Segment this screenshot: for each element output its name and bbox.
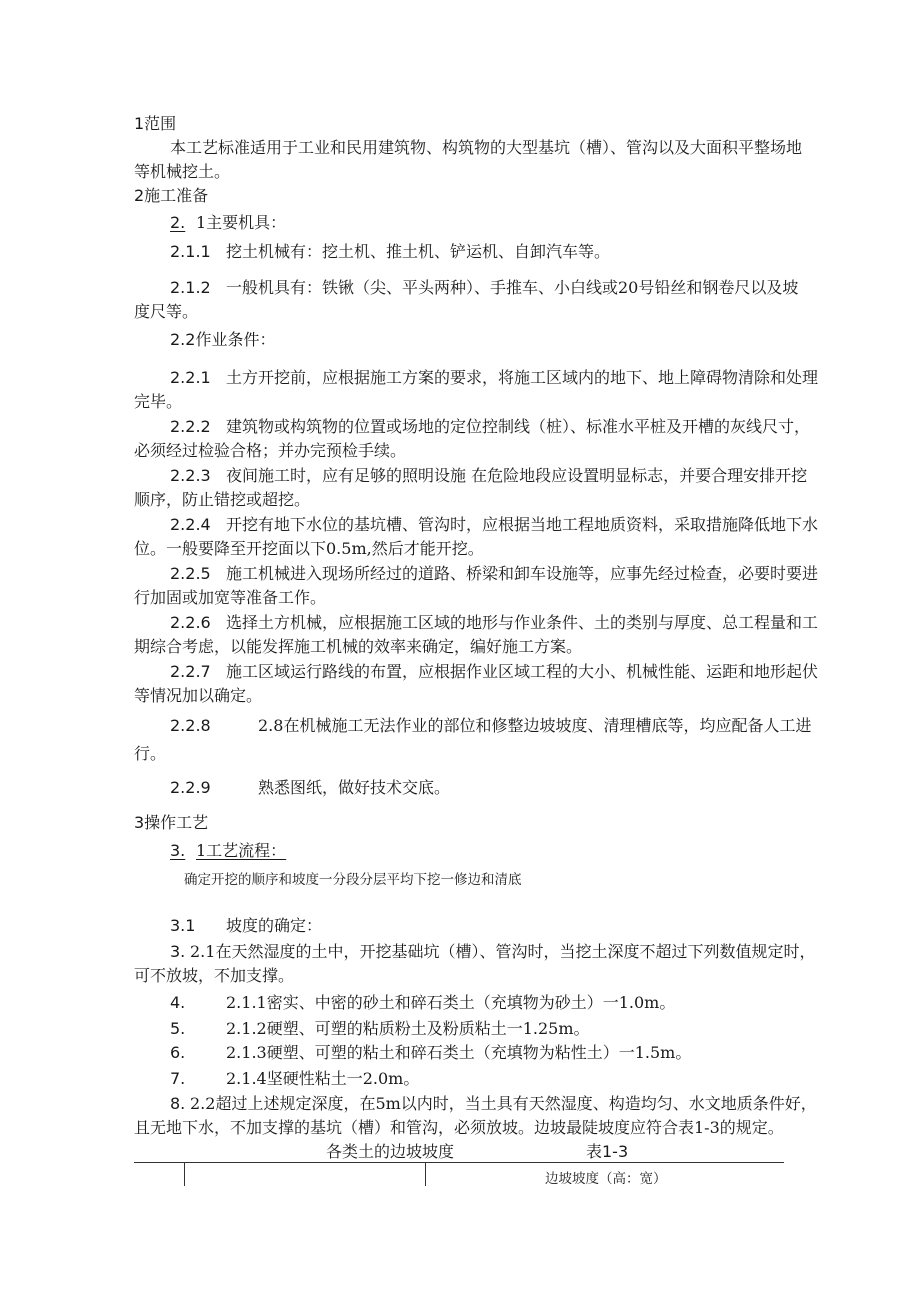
- list-item-number: 4.: [170, 993, 186, 1012]
- clause-2-2-heading: 2.2作业条件：: [170, 330, 276, 349]
- clause-2-1-number: 2.: [170, 213, 186, 232]
- section-1-body-line-2: 等机械挖土。: [134, 162, 231, 181]
- clause-number: 2.2.3: [170, 466, 211, 485]
- clause-2-2-8-line-1: 2.8在机械施工无法作业的部位和修整边坡坡度、清理槽底等，均应配备人工进: [258, 716, 812, 735]
- clause-number: 2.2.2: [170, 417, 211, 436]
- clause-line-2: 等情况加以确定。: [134, 686, 263, 705]
- clause-2-2-9-number: 2.2.9: [170, 778, 211, 797]
- section-1-heading: 1范围: [134, 114, 177, 133]
- clause-3-1-text: 1工艺流程：: [196, 841, 287, 860]
- clause-3-1-number: 3.: [170, 841, 186, 860]
- clause-2-1-2-line-2: 度尺等。: [134, 302, 199, 321]
- list-item-number: 5.: [170, 1019, 186, 1038]
- clause-number: 2.2.6: [170, 613, 211, 632]
- clause-line-2: 位。一般要降至开挖面以下0.5m,然后才能开挖。: [134, 539, 484, 558]
- list-item-text: 2.1.4坚硬性粘土一2.0m。: [226, 1069, 420, 1088]
- list-item-number: 6.: [170, 1043, 186, 1062]
- paragraph-8-number: 8.: [170, 1094, 186, 1113]
- clause-line-2: 期综合考虑，以能发挥施工机械的效率来确定，编好施工方案。: [134, 637, 583, 656]
- paragraph-3-line-1: 2.1在天然湿度的土中，开挖基础坑（槽）、管沟时，当挖土深度不超过下列数值规定时，: [190, 942, 816, 961]
- clause-2-1-text: 1主要机具：: [196, 213, 287, 232]
- clause-line-2: 顺序，防止错挖或超挖。: [134, 490, 311, 509]
- paragraph-3-line-2: 可不放坡，不加支撑。: [134, 966, 295, 985]
- clause-2-2-8-number: 2.2.8: [170, 716, 211, 735]
- clause-line-1: 建筑物或构筑物的位置或场地的定位控制线（桩）、标准水平桩及开槽的灰线尺寸，: [226, 417, 811, 436]
- clause-line-1: 开挖有地下水位的基坑槽、管沟时，应根据当地工程地质资料，采取措施降低地下水: [226, 515, 819, 534]
- list-item-text: 2.1.1密实、中密的砂土和碎石类土（充填物为砂土）一1.0m。: [226, 993, 676, 1012]
- clause-line-1: 土方开挖前，应根据施工方案的要求，将施工区域内的地下、地上障碍物清除和处理: [226, 368, 819, 387]
- clause-2-1-1-text: 挖土机械有：挖土机、推土机、铲运机、自卸汽车等。: [226, 242, 611, 261]
- clause-2-1-2-number: 2.1.2: [170, 278, 211, 297]
- section-1-body-line-1: 本工艺标准适用于工业和民用建筑物、构筑物的大型基坑（槽）、管沟以及大面积平整场地: [170, 138, 803, 157]
- paragraph-8-line-1: 2.2超过上述规定深度，在5m以内时，当土具有天然湿度、构造均匀、水文地质条件好，: [190, 1094, 817, 1113]
- clause-3-1-slope-text: 坡度的确定：: [226, 916, 323, 935]
- section-3-heading: 3操作工艺: [134, 813, 209, 832]
- list-item-text: 2.1.2硬塑、可塑的粘质粉土及粉质粘土一1.25m。: [226, 1019, 590, 1038]
- table-title: 各类土的边坡坡度: [326, 1142, 455, 1161]
- clause-number: 2.2.1: [170, 368, 211, 387]
- clause-2-2-8-line-2: 行。: [134, 744, 167, 763]
- clause-line-2: 行加固或加宽等准备工作。: [134, 588, 327, 607]
- paragraph-8-line-2: 且无地下水，不加支撑的基坑（槽）和管沟，必须放坡。边坡最陡坡度应符合表1-3的规定。: [134, 1118, 784, 1137]
- clause-line-2: 完毕。: [134, 392, 183, 411]
- table-column-divider: [425, 1163, 426, 1186]
- clause-line-1: 夜间施工时，应有足够的照明设施 在危险地段应设置明显标志，并要合理安排开挖: [226, 466, 808, 485]
- clause-number: 2.2.5: [170, 564, 211, 583]
- clause-line-1: 施工机械进入现场所经过的道路、桥梁和卸车设施等，应事先经过检查，必要时要进: [226, 564, 819, 583]
- table-column-header: 边坡坡度（高：宽）: [545, 1171, 667, 1187]
- clause-line-1: 施工区域运行路线的布置，应根据作业区域工程的大小、机械性能、运距和地形起伏: [226, 662, 819, 681]
- clause-2-1-2-line-1: 一般机具有：铁锹（尖、平头两种）、手推车、小白线或20号铅丝和钢卷尺以及坡: [226, 278, 799, 297]
- clause-3-1-slope-number: 3.1: [170, 916, 196, 935]
- section-2-heading: 2施工准备: [134, 186, 209, 205]
- list-item-number: 7.: [170, 1069, 186, 1088]
- paragraph-3-number: 3.: [170, 942, 186, 961]
- clause-line-1: 选择土方机械，应根据施工区域的地形与作业条件、土的类别与厚度、总工程量和工: [226, 613, 819, 632]
- list-item-text: 2.1.3硬塑、可塑的粘土和碎石类土（充填物为粘性土）一1.5m。: [226, 1043, 692, 1062]
- clause-number: 2.2.7: [170, 662, 211, 681]
- table-column-divider: [184, 1163, 185, 1186]
- clause-2-2-9-text: 熟悉图纸，做好技术交底。: [258, 778, 451, 797]
- process-flow: 确定开挖的顺序和坡度一分段分层平均下挖一修边和清底: [184, 872, 522, 888]
- table-top-border: [134, 1162, 784, 1163]
- clause-number: 2.2.4: [170, 515, 211, 534]
- clause-2-1-1-number: 2.1.1: [170, 242, 211, 261]
- table-label: 表1-3: [586, 1142, 629, 1161]
- clause-line-2: 必须经过检验合格；并办完预检手续。: [134, 441, 407, 460]
